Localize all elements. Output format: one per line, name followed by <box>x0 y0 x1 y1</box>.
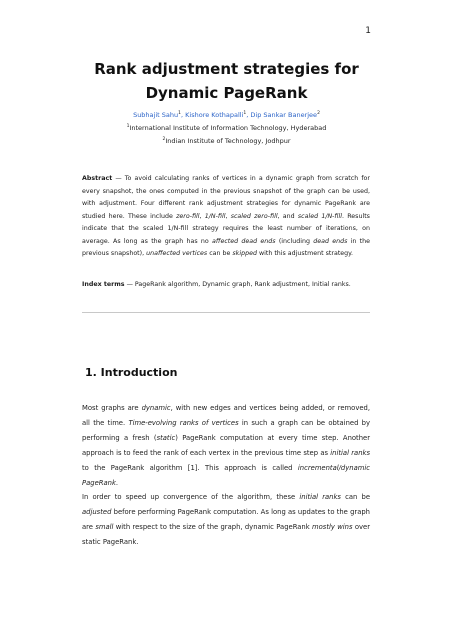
abstract-emphasis: skipped <box>232 250 257 257</box>
paragraph-text: ) PageRank computation at every time step. Another approach is to feed the rank of each vertex in the previous time step as <box>82 434 370 457</box>
affiliation-text: Indian Institute of Technology, Jodhpur <box>165 137 291 146</box>
abstract-emphasis: dead ends <box>313 237 348 245</box>
author-affiliation-mark: 1 <box>243 111 247 116</box>
paper-title <box>0 57 453 105</box>
author-name: Subhajit Sahu <box>133 111 179 120</box>
paragraph-emphasis: dynamic <box>141 404 171 412</box>
paragraph-text: In order to speed up convergence of the algorithm, these <box>82 493 300 501</box>
abstract-emphasis: scaled zero-fill <box>230 212 278 220</box>
author-affiliation-mark: 1 <box>178 111 181 116</box>
paragraph-emphasis: Time-evolving ranks of vertices <box>128 419 239 427</box>
index-terms <box>82 279 370 292</box>
index-terms-separator: — <box>124 281 135 288</box>
paragraph-text: with respect to the size of the graph, dynamic PageRank <box>113 523 312 531</box>
abstract-text: in the previous snapshot), <box>82 237 371 257</box>
abstract-text: To avoid calculating ranks of vertices in a dynamic graph from scratch for every snapshot, the ones computed in the previous snapshot of the graph can be used, with adjustment. Four different rank adjustment strategies for dynamic PageRank are studied here. These include <box>82 175 370 220</box>
paragraph-emphasis: initial ranks <box>330 449 370 457</box>
abstract-separator: — <box>112 175 125 182</box>
affiliation-mark: 1 <box>126 124 130 129</box>
abstract-text: (including <box>275 237 314 245</box>
affiliation <box>0 124 453 132</box>
affiliation-text: International Institute of Information Technology, Hyderabad <box>129 124 327 133</box>
paragraph-text: Most graphs are <box>82 404 142 412</box>
page-number: 1 <box>365 26 371 36</box>
paragraph-emphasis: mostly wins <box>312 523 353 531</box>
index-terms-label: Index terms <box>82 281 125 288</box>
paper-title-line-2: Dynamic PageRank <box>145 84 308 102</box>
paragraph-emphasis: incremental/dynamic PageRank <box>82 464 370 487</box>
abstract-text: . Results indicate that the scaled 1/N-fill strategy requires the least number of iterations, on average. As long as the graph has no <box>82 212 370 245</box>
index-terms-text: PageRank algorithm, Dynamic graph, Rank adjustment, Initial ranks. <box>134 281 351 288</box>
abstract-text: with this adjustment strategy. <box>256 250 353 257</box>
paragraph-text: , with new edges and vertices being added, or removed, all the time. <box>82 404 370 427</box>
affiliation <box>0 137 453 145</box>
paragraph-emphasis: initial ranks <box>299 493 341 501</box>
body-paragraph <box>82 490 370 550</box>
abstract-text: , <box>199 212 205 220</box>
author-name: Kishore Kothapalli <box>185 111 244 120</box>
abstract-text: , and <box>277 212 298 220</box>
paragraph-text: over static PageRank. <box>82 523 370 546</box>
paragraph-text: to the PageRank algorithm [1]. This approach is called <box>82 464 298 472</box>
abstract <box>82 173 370 261</box>
abstract-text: can be <box>207 250 233 257</box>
abstract-emphasis: unaffected vertices <box>146 250 208 257</box>
affiliation-mark: 2 <box>162 137 166 142</box>
abstract-label: Abstract <box>82 175 113 182</box>
paragraph-emphasis: static <box>156 434 176 442</box>
paper-title-line-1: Rank adjustment strategies for <box>94 60 359 78</box>
abstract-emphasis: 1/N-fill <box>204 212 226 220</box>
paragraph-text: . <box>115 479 119 487</box>
section-heading: 1. Introduction <box>85 366 178 379</box>
abstract-text: , <box>225 212 231 220</box>
paragraph-text: in such a graph can be obtained by performing a fresh ( <box>82 419 370 442</box>
abstract-emphasis: scaled 1/N-fill <box>297 212 342 220</box>
section-divider <box>82 312 370 313</box>
body-paragraph <box>82 401 370 491</box>
abstract-emphasis: zero-fill <box>176 212 200 220</box>
author-affiliation-mark: 2 <box>317 111 320 116</box>
abstract-emphasis: affected dead ends <box>212 237 276 245</box>
author-name: Dip Sankar Banerjee <box>250 111 318 120</box>
paragraph-text: before performing PageRank computation. As long as updates to the graph are <box>82 508 370 531</box>
paragraph-emphasis: small <box>95 523 114 531</box>
paragraph-text: can be <box>340 493 371 501</box>
paragraph-emphasis: adjusted <box>82 508 112 516</box>
author-list: Subhajit Sahu$^1$, Kishore Kothapalli$^1$, Dip Sankar Banerjee$^2$ <box>133 111 320 120</box>
